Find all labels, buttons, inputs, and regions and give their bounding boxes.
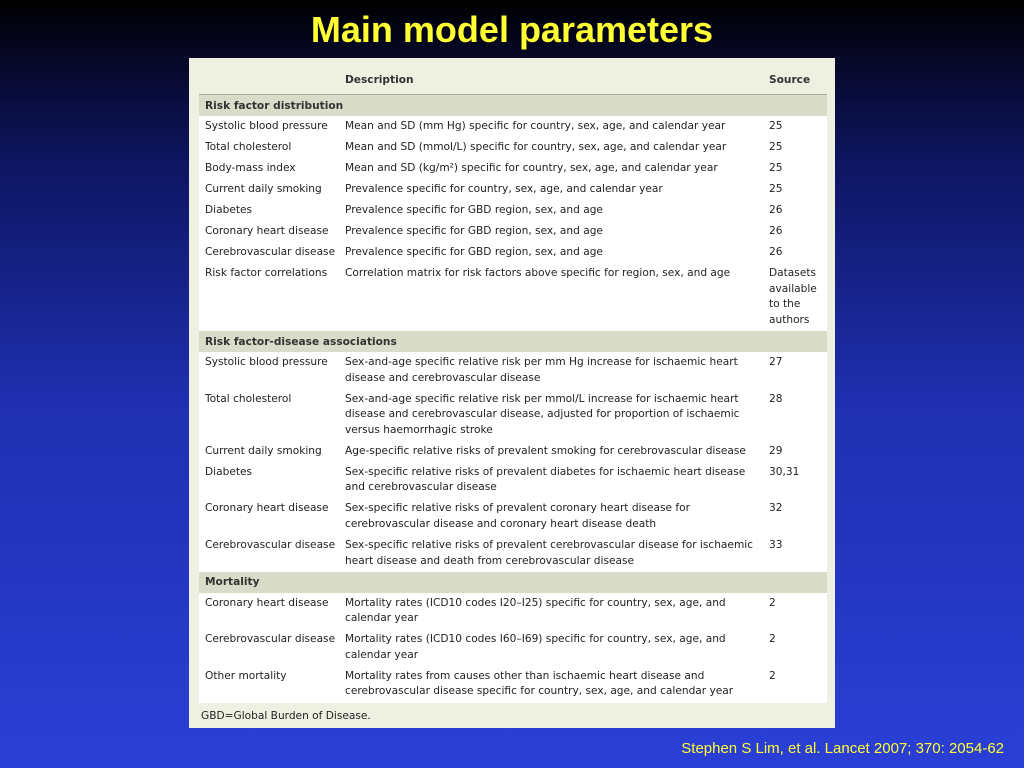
- source-cell: 2: [769, 596, 776, 609]
- description-cell: Prevalence specific for country, sex, age, and calendar year: [345, 183, 663, 196]
- source-cell: 2: [769, 633, 776, 646]
- description-cell: Prevalence specific for GBD region, sex, and age: [345, 225, 603, 238]
- parameter-cell: Diabetes: [205, 204, 253, 217]
- section-rows: [199, 352, 827, 572]
- parameter-cell: Systolic blood pressure: [205, 119, 328, 132]
- section-rows: [199, 116, 827, 331]
- slide-title: Main model parameters: [310, 9, 714, 50]
- source-cell: 29: [769, 444, 783, 457]
- table-row: [199, 158, 827, 179]
- description-cell: Sex-and-age specific relative risk per mm Hg increase for ischaemic heart disease and cerebrovascular disease: [345, 356, 738, 384]
- table-row: [199, 593, 827, 630]
- table-row: [199, 666, 827, 703]
- section-header: Mortality: [199, 572, 827, 593]
- source-cell: 2: [769, 669, 776, 682]
- parameter-cell: Coronary heart disease: [205, 502, 329, 515]
- parameter-cell: Cerebrovascular disease: [205, 539, 336, 552]
- source-cell: 26: [769, 204, 783, 217]
- table-body: [199, 95, 827, 703]
- description-cell: Sex-and-age specific relative risk per mmol/L increase for ischaemic heart disease and cerebrovascular disease, adjusted for proportion of ischaemic versus haemorrhagic stroke: [345, 392, 740, 436]
- parameter-cell: Risk factor correlations: [205, 267, 328, 280]
- description-cell: Mortality rates (ICD10 codes I60–I69) specific for country, sex, age, and calendar year: [345, 633, 726, 661]
- parameter-cell: Total cholesterol: [205, 140, 292, 153]
- table-row: [199, 243, 827, 264]
- table-row: [199, 200, 827, 221]
- description-cell: Mean and SD (mmol/L) specific for country, sex, age, and calendar year: [345, 140, 727, 153]
- table-row: [199, 499, 827, 536]
- table-row: [199, 535, 827, 572]
- citation: Stephen S Lim, et al. Lancet 2007; 370: 2054-62: [681, 740, 1004, 757]
- parameter-cell: Diabetes: [205, 465, 253, 478]
- description-cell: Prevalence specific for GBD region, sex, and age: [345, 204, 603, 217]
- source-cell: Datasets available to the authors: [769, 267, 817, 326]
- header-source: Source: [769, 74, 811, 86]
- source-cell: 26: [769, 225, 783, 238]
- description-cell: Correlation matrix for risk factors above specific for region, sex, and age: [345, 267, 731, 280]
- table-row: [199, 179, 827, 200]
- parameter-cell: Cerebrovascular disease: [205, 633, 336, 646]
- source-cell: 25: [769, 140, 783, 153]
- description-cell: Mortality rates from causes other than ischaemic heart disease and cerebrovascular disease specific for country, sex, age, and calendar year: [345, 669, 734, 698]
- table-row: [199, 116, 827, 137]
- description-cell: Sex-specific relative risks of prevalent diabetes for ischaemic heart disease and cerebrovascular disease: [345, 465, 746, 494]
- header-description: Description: [345, 74, 414, 86]
- description-cell: Prevalence specific for GBD region, sex, and age: [345, 246, 603, 259]
- source-cell: 27: [769, 356, 783, 369]
- table-row: [199, 137, 827, 158]
- description-cell: Sex-specific relative risks of prevalent coronary heart disease for cerebrovascular disease and coronary heart disease death: [345, 502, 690, 530]
- description-cell: Mean and SD (mm Hg) specific for country, sex, age, and calendar year: [345, 119, 726, 132]
- source-cell: 25: [769, 183, 783, 196]
- table-row: [199, 629, 827, 666]
- parameter-cell: Systolic blood pressure: [205, 356, 328, 369]
- table-row: [199, 389, 827, 441]
- parameter-cell: Current daily smoking: [205, 183, 322, 196]
- source-cell: 30,31: [769, 465, 800, 478]
- parameter-cell: Other mortality: [205, 669, 287, 682]
- parameters-table: [199, 66, 827, 703]
- description-cell: Mean and SD (kg/m²) specific for country, sex, age, and calendar year: [345, 161, 718, 174]
- description-cell: Sex-specific relative risks of prevalent cerebrovascular disease for ischaemic heart disease and death from cerebrovascular disease: [345, 539, 754, 567]
- source-cell: 25: [769, 161, 783, 174]
- parameter-cell: Body-mass index: [205, 161, 296, 174]
- parameter-cell: Cerebrovascular disease: [205, 246, 336, 259]
- table-row: [199, 264, 827, 332]
- table-header: [199, 66, 827, 95]
- source-cell: 25: [769, 119, 783, 132]
- description-cell: Mortality rates (ICD10 codes I20–I25) specific for country, sex, age, and calendar year: [345, 596, 726, 625]
- table-row: [199, 221, 827, 242]
- parameters-table-panel: [189, 58, 835, 728]
- section-header: Risk factor-disease associations: [199, 331, 827, 352]
- source-cell: 32: [769, 502, 783, 515]
- section-header: Risk factor distribution: [199, 95, 827, 116]
- description-cell: Age-specific relative risks of prevalent smoking for cerebrovascular disease: [345, 444, 746, 457]
- table-row: [199, 441, 827, 462]
- parameter-cell: Current daily smoking: [205, 444, 322, 457]
- source-cell: 26: [769, 246, 783, 259]
- table-footnote: GBD=Global Burden of Disease.: [201, 710, 371, 722]
- source-cell: 33: [769, 539, 783, 552]
- table-row: [199, 462, 827, 499]
- section-rows: [199, 593, 827, 703]
- source-cell: 28: [769, 392, 783, 405]
- table-row: [199, 352, 827, 389]
- parameter-cell: Total cholesterol: [205, 392, 292, 405]
- parameter-cell: Coronary heart disease: [205, 225, 329, 238]
- parameter-cell: Coronary heart disease: [205, 596, 329, 609]
